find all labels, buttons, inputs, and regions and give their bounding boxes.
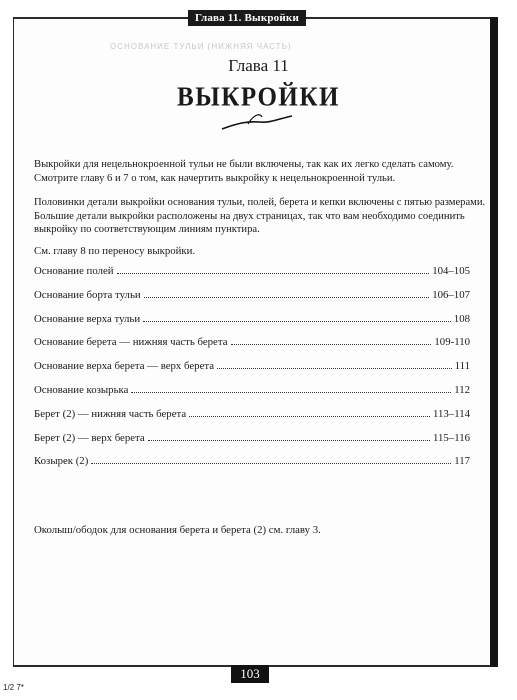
- intro-paragraph-1: Выкройки для нецельнокроенной тульи не были включены, так как их легко сделать самому. Смотрите главу 6 и 7 о том, как начертить выкройку к нецельнокроенной тульи.: [34, 159, 454, 184]
- list-item: [34, 408, 470, 432]
- toc-label: Основание верха берета — верх берета: [34, 360, 215, 373]
- list-item: [34, 313, 470, 337]
- dot-leader: [148, 440, 430, 441]
- footnote: Околыш/ободок для основания берета и берета (2) см. главу 3.: [34, 524, 321, 536]
- bleed-through-text: ОСНОВАНИЕ ТУЛЬИ (НИЖНЯЯ ЧАСТЬ): [110, 42, 292, 51]
- toc-page: 112: [454, 383, 470, 396]
- toc-label: Берет (2) — верх берета: [34, 431, 145, 444]
- page-number: 103: [231, 665, 269, 683]
- list-item: [34, 336, 470, 360]
- toc-label: Основание козырька: [34, 383, 129, 396]
- dot-leader: [189, 416, 430, 417]
- list-item: [34, 455, 470, 479]
- toc-label: Основание верха тульи: [34, 312, 141, 325]
- dot-leader: [143, 321, 451, 322]
- dot-leader: [144, 297, 430, 298]
- toc-page: 108: [453, 312, 470, 325]
- chapter-header-tab: Глава 11. Выкройки: [188, 10, 306, 26]
- list-item: [34, 360, 470, 384]
- see-also-note: См. главу 8 по переносу выкройки.: [34, 245, 196, 257]
- dot-leader: [217, 368, 452, 369]
- toc-page: 106–107: [432, 288, 470, 301]
- title-flourish-ornament: [218, 111, 298, 133]
- dot-leader: [131, 392, 451, 393]
- list-item: [34, 384, 470, 408]
- toc-label: Основание берета — нижняя часть берета: [34, 336, 228, 349]
- toc-page: 113–114: [433, 407, 470, 420]
- chapter-label: Глава 11: [228, 56, 289, 75]
- toc-page: 111: [454, 360, 470, 373]
- toc-page: 109-110: [434, 336, 470, 349]
- intro-paragraph-2: Половинки детали выкройки основания тульи, полей, берета и кепки включены с пятью размерами. Большие детали выкройки расположены на двух страницах, так что вам необходимо соединить выкройку по соответствующим линиям пунктира.: [34, 197, 486, 235]
- toc-label: Козырек (2): [34, 455, 89, 468]
- toc-page: 104–105: [432, 265, 470, 277]
- toc-page: 115–116: [433, 431, 470, 444]
- dot-leader: [117, 273, 430, 274]
- dot-leader: [231, 344, 432, 345]
- list-item: [34, 432, 470, 456]
- pattern-index-list: [34, 265, 470, 479]
- toc-page: 117: [454, 455, 470, 468]
- toc-label: Основание полей: [34, 265, 114, 277]
- dot-leader: [91, 463, 451, 464]
- page-edge-bar: [490, 17, 498, 667]
- list-item: [34, 289, 470, 313]
- corner-mark: 1/2 7*: [3, 683, 24, 692]
- toc-label: Основание борта тульи: [34, 288, 141, 301]
- list-item: [34, 265, 470, 289]
- toc-label: Берет (2) — нижняя часть берета: [34, 407, 187, 420]
- chapter-title: ВЫКРОЙКИ: [177, 82, 340, 113]
